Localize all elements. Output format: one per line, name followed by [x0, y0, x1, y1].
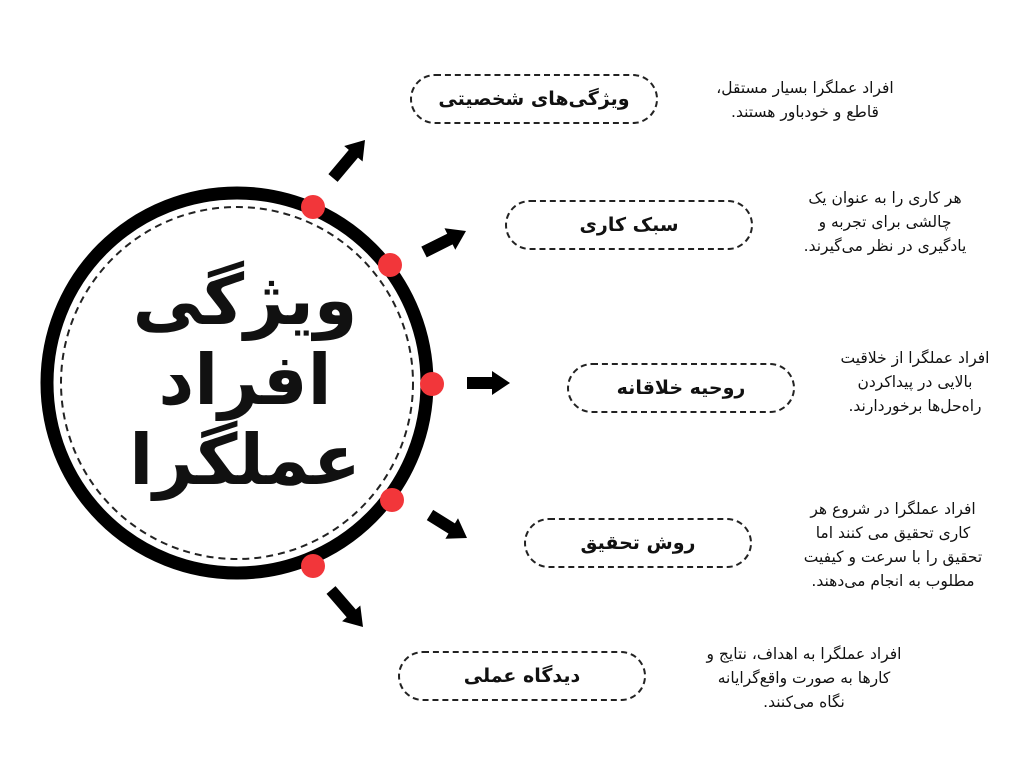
- desc-practical-view: [668, 642, 940, 714]
- desc-line: یادگیری در نظر می‌گیرند.: [803, 237, 967, 255]
- arrow-2: [421, 228, 466, 257]
- pill-work-style: [505, 200, 753, 250]
- desc-line: کاری تحقیق می کنند اما: [815, 524, 971, 542]
- desc-line: افراد عملگرا از خلاقیت: [840, 349, 990, 367]
- main-title-line-1: ویژگی: [132, 259, 358, 341]
- main-title: [95, 260, 395, 500]
- arrow-3: [467, 371, 510, 395]
- arrow-5: [327, 586, 364, 627]
- desc-line: راه‌حل‌ها برخوردارند.: [848, 397, 982, 415]
- desc-line: نگاه می‌کنند.: [763, 693, 845, 711]
- pill-creative-spirit: [567, 363, 795, 413]
- pill-label: روحیه خلاقانه: [616, 377, 746, 399]
- pill-label: روش تحقیق: [580, 532, 696, 554]
- desc-line: افراد عملگرا بسیار مستقل،: [716, 79, 894, 97]
- main-title-line-2: افراد: [158, 339, 332, 421]
- desc-line: مطلوب به انجام می‌دهند.: [811, 572, 975, 590]
- desc-line: افراد عملگرا به اهداف، نتایج و: [706, 645, 902, 663]
- desc-research-method: [768, 497, 1018, 593]
- desc-line: افراد عملگرا در شروع هر: [810, 500, 976, 518]
- desc-work-style: [770, 186, 1000, 258]
- connector-dot-5: [301, 554, 325, 578]
- pill-research-method: [524, 518, 752, 568]
- desc-line: چالشی برای تجربه و: [818, 213, 952, 231]
- desc-line: بالایی در پیداکردن: [857, 373, 973, 391]
- pill-label: دیدگاه عملی: [463, 665, 581, 687]
- desc-line: تحقیق را با سرعت و کیفیت: [803, 548, 983, 566]
- pill-personality-traits: [410, 74, 658, 124]
- arrow-4: [427, 510, 467, 539]
- connector-dot-3: [420, 372, 444, 396]
- desc-line: کارها به صورت واقع‌گرایانه: [717, 669, 891, 687]
- pill-practical-view: [398, 651, 646, 701]
- arrow-1: [328, 140, 365, 182]
- desc-creative-spirit: [810, 346, 1020, 418]
- desc-line: قاطع و خودباور هستند.: [731, 103, 879, 121]
- pill-label: ویژگی‌های شخصیتی: [438, 88, 630, 110]
- pill-label: سبک کاری: [579, 214, 679, 236]
- desc-personality-traits: [680, 76, 930, 124]
- desc-line: هر کاری را به عنوان یک: [808, 189, 962, 207]
- main-title-line-3: عملگرا: [129, 419, 361, 501]
- connector-dot-1: [301, 195, 325, 219]
